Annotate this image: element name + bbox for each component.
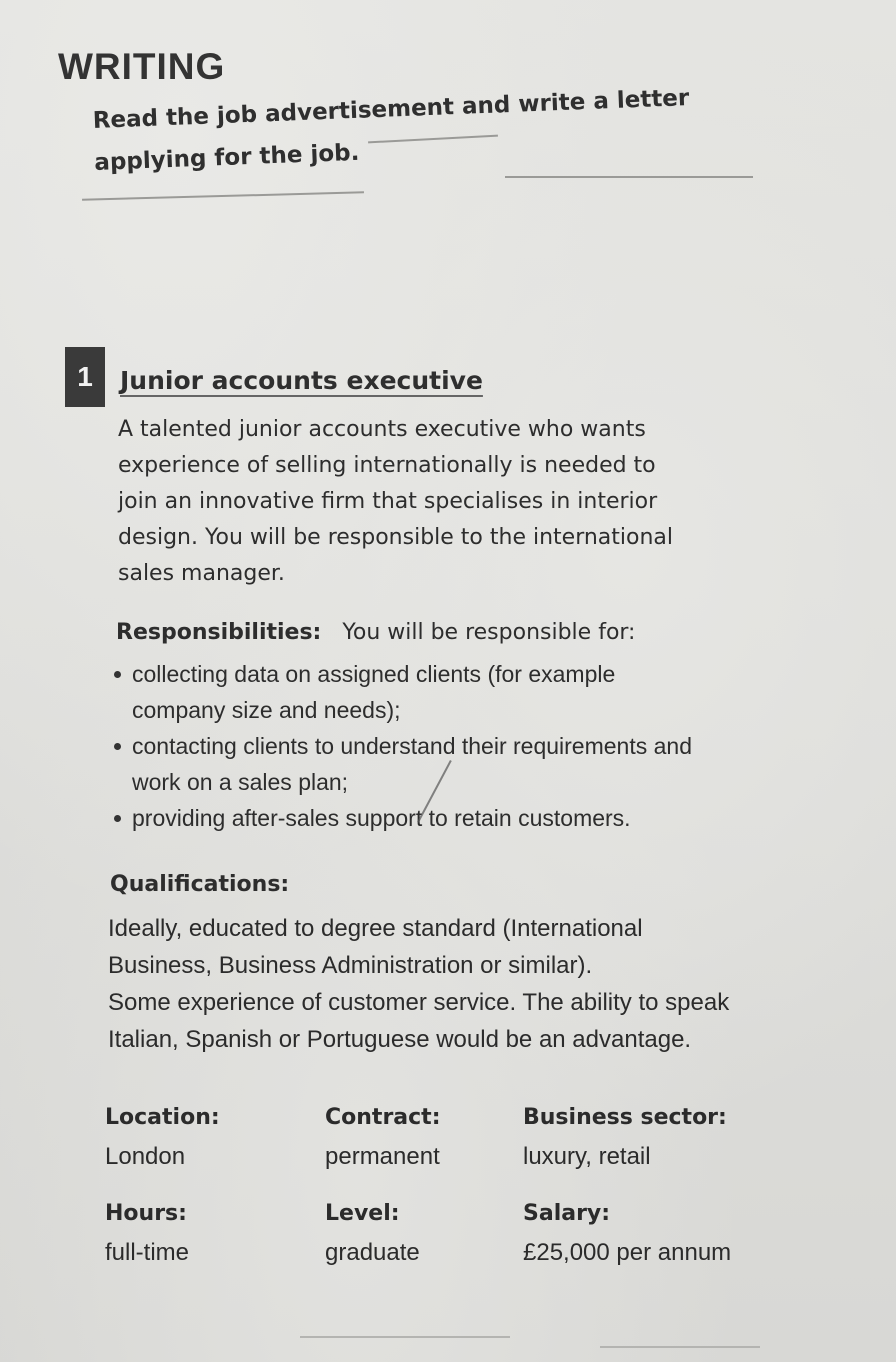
detail-label: Location:: [105, 1105, 220, 1130]
job-title: Junior accounts executive: [120, 366, 483, 395]
answer-line-1: [82, 191, 364, 200]
qualification-line: Italian, Spanish or Portuguese would be an advantage.: [108, 1026, 692, 1053]
bottom-line-2: [600, 1346, 760, 1348]
qualification-line: Some experience of customer service. The ability to speak: [108, 989, 730, 1016]
detail-salary: [523, 1194, 731, 1272]
bottom-line-1: [300, 1336, 510, 1338]
advertisement-number-badge: 1: [65, 347, 105, 407]
list-item-line: company size and needs);: [132, 697, 401, 723]
detail-value: luxury, retail: [523, 1143, 651, 1170]
responsibilities-list: [112, 656, 792, 836]
detail-value: permanent: [325, 1143, 440, 1170]
details-row-2: [105, 1194, 805, 1290]
list-item-line: providing after-sales support to retain customers.: [132, 805, 631, 831]
detail-value: full-time: [105, 1239, 190, 1266]
responsibilities-heading: [116, 620, 635, 645]
qualification-line: Business, Business Administration or similar).: [108, 952, 593, 979]
job-details-grid: [105, 1098, 805, 1290]
intro-line: sales manager.: [118, 561, 285, 586]
detail-label: Salary:: [523, 1201, 611, 1226]
qualification-line: Ideally, educated to degree standard (International: [108, 915, 643, 942]
qualifications-text: [108, 910, 798, 1058]
detail-business-sector: [523, 1098, 727, 1176]
intro-line: design. You will be responsible to the international: [118, 525, 674, 550]
detail-value: London: [105, 1143, 186, 1170]
qualifications-heading: Qualifications:: [110, 872, 290, 897]
intro-line: A talented junior accounts executive who wants: [118, 417, 646, 442]
detail-value: £25,000 per annum: [523, 1239, 732, 1266]
details-row-1: [105, 1098, 805, 1194]
responsibilities-lead: You will be responsible for:: [342, 620, 636, 645]
detail-label: Hours:: [105, 1201, 187, 1226]
detail-contract: [325, 1098, 441, 1176]
detail-label: Level:: [325, 1201, 400, 1226]
detail-label: Business sector:: [523, 1105, 727, 1130]
intro-line: experience of selling internationally is needed to: [118, 453, 656, 478]
detail-label: Contract:: [325, 1105, 441, 1130]
list-item: [112, 800, 792, 836]
list-item: [112, 656, 792, 728]
detail-location: [105, 1098, 220, 1176]
list-item: [112, 728, 792, 800]
detail-level: [325, 1194, 420, 1272]
instruction-line-2: applying for the job.: [93, 139, 360, 176]
list-item-line: collecting data on assigned clients (for example: [132, 661, 616, 687]
instruction-line-1: Read the job advertisement and write a letter: [92, 85, 690, 134]
list-item-line: contacting clients to understand their requirements and: [132, 733, 692, 759]
intro-line: join an innovative firm that specialises in interior: [118, 489, 658, 514]
job-intro: [118, 412, 768, 592]
detail-hours: [105, 1194, 189, 1272]
section-heading: WRITING: [58, 46, 226, 87]
detail-value: graduate: [325, 1239, 420, 1266]
list-item-line: work on a sales plan;: [132, 769, 349, 795]
answer-line-3: [505, 176, 753, 178]
writing-instruction: [92, 76, 715, 184]
responsibilities-label: Responsibilities:: [116, 620, 322, 645]
